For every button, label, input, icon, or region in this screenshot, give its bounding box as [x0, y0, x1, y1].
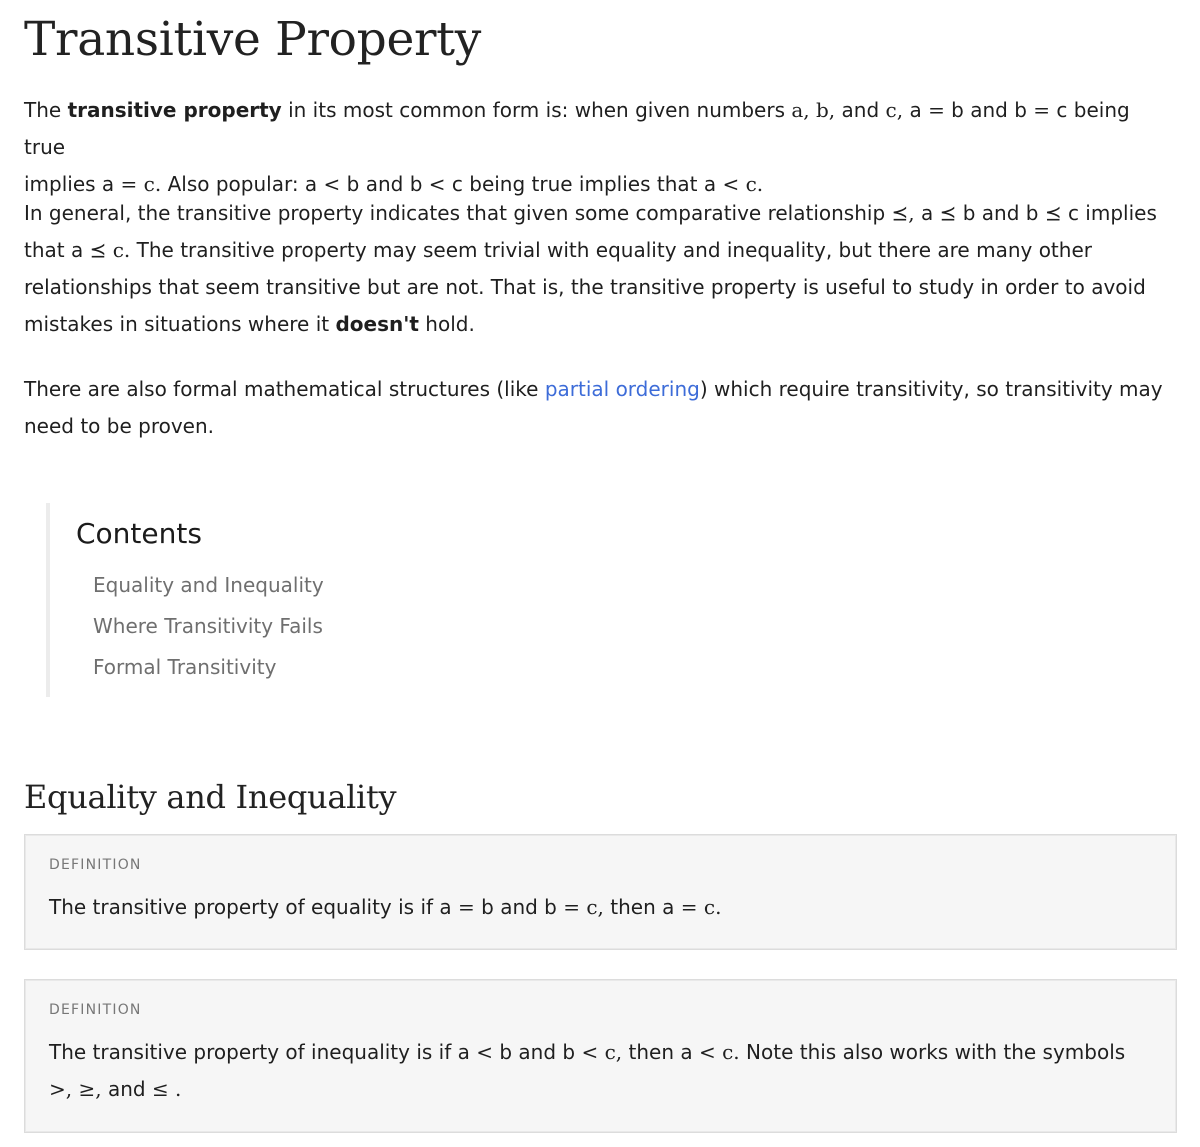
text: In general, the transitive property indicates that given some comparative relationship [24, 201, 892, 225]
toc-item-formal-transitivity[interactable]: Formal Transitivity [93, 655, 277, 679]
intro-paragraph-1 [24, 92, 1174, 203]
text: b and b [956, 201, 1045, 225]
math-symbol: = [680, 895, 698, 919]
text: Note this also works with the symbols [739, 1040, 1126, 1064]
math-symbol: < [428, 172, 446, 196]
math-symbol: = [1033, 98, 1051, 122]
math-symbol: < [581, 1040, 599, 1064]
math: c. [745, 172, 764, 196]
math-symbol: ⪯ [1044, 201, 1062, 225]
bold-term: transitive property [67, 98, 282, 122]
math: c, [586, 895, 604, 919]
intro-paragraph-3 [24, 371, 1174, 445]
text: hold. [418, 312, 475, 336]
text: in its most common form is: when given numbers [281, 98, 792, 122]
math-symbol: = [563, 895, 580, 919]
partial-ordering-link[interactable]: partial ordering [544, 377, 700, 401]
text: b and b [493, 1040, 582, 1064]
text: c being true implies that a [445, 172, 723, 196]
math-symbol: < [476, 1040, 494, 1064]
math: c, [604, 1040, 623, 1064]
math-symbol: ⪯ [89, 238, 107, 262]
intro-paragraph-2 [24, 195, 1174, 343]
text: ) which require transitivity, so transitivity may need to be proven. [24, 377, 1163, 438]
page-title: Transitive Property [24, 12, 481, 67]
math-symbol: < [698, 1040, 716, 1064]
text: There are also formal mathematical structures (like [24, 377, 545, 401]
bold-term: doesn't [335, 312, 419, 336]
text: a [909, 98, 929, 122]
text: The transitive property of inequality is if a [49, 1040, 477, 1064]
text: The [24, 98, 68, 122]
toc-item-equality-and-inequality[interactable]: Equality and Inequality [93, 573, 324, 597]
math-symbol: = [928, 98, 945, 122]
text: c being true [24, 98, 1130, 159]
text: a [920, 201, 940, 225]
math: c. [143, 172, 162, 196]
text: b and b [340, 172, 429, 196]
text: then a [622, 1040, 699, 1064]
math-symbol: < [722, 172, 740, 196]
math: c. [703, 895, 722, 919]
toc-item-where-transitivity-fails[interactable]: Where Transitivity Fails [93, 614, 323, 638]
math-symbol: = [458, 895, 475, 919]
text: The transitive property of equality is if a [49, 895, 459, 919]
definition-box-equality [24, 834, 1177, 950]
definition-text [49, 1034, 1154, 1108]
text: that a [24, 238, 90, 262]
math: c. [112, 238, 131, 262]
math-symbol: ⪯, [891, 201, 921, 225]
math-symbol: = [120, 172, 138, 196]
text: b and b [474, 895, 564, 919]
text: Also popular: a [161, 172, 324, 196]
text: c implies [1061, 201, 1157, 225]
math-symbol: < [323, 172, 341, 196]
toc-title: Contents [76, 517, 202, 550]
math-symbols: >, ≥, [49, 1077, 102, 1101]
definition-box-inequality [24, 979, 1177, 1133]
math: a, [791, 98, 816, 122]
text: and [841, 98, 886, 122]
math-symbol: ≤ . [151, 1077, 182, 1101]
table-of-contents [46, 503, 470, 697]
text: implies a [24, 172, 121, 196]
text: b and b [944, 98, 1034, 122]
definition-label: DEFINITION [49, 857, 142, 873]
math: c, [885, 98, 910, 122]
definition-label: DEFINITION [49, 1002, 142, 1018]
math-symbol: ⪯ [939, 201, 957, 225]
text: The transitive property may seem trivial with equality and inequality, but there are many other relationships that seem transitive but are not. That is, the transitive property is useful to study in order to avoid mistakes in situations where it [24, 238, 1146, 336]
text: then a [603, 895, 681, 919]
text: and [101, 1077, 152, 1101]
definition-text [49, 889, 1154, 926]
section-heading: Equality and Inequality [24, 778, 397, 816]
math: b, [816, 98, 842, 122]
math: c. [722, 1040, 740, 1064]
